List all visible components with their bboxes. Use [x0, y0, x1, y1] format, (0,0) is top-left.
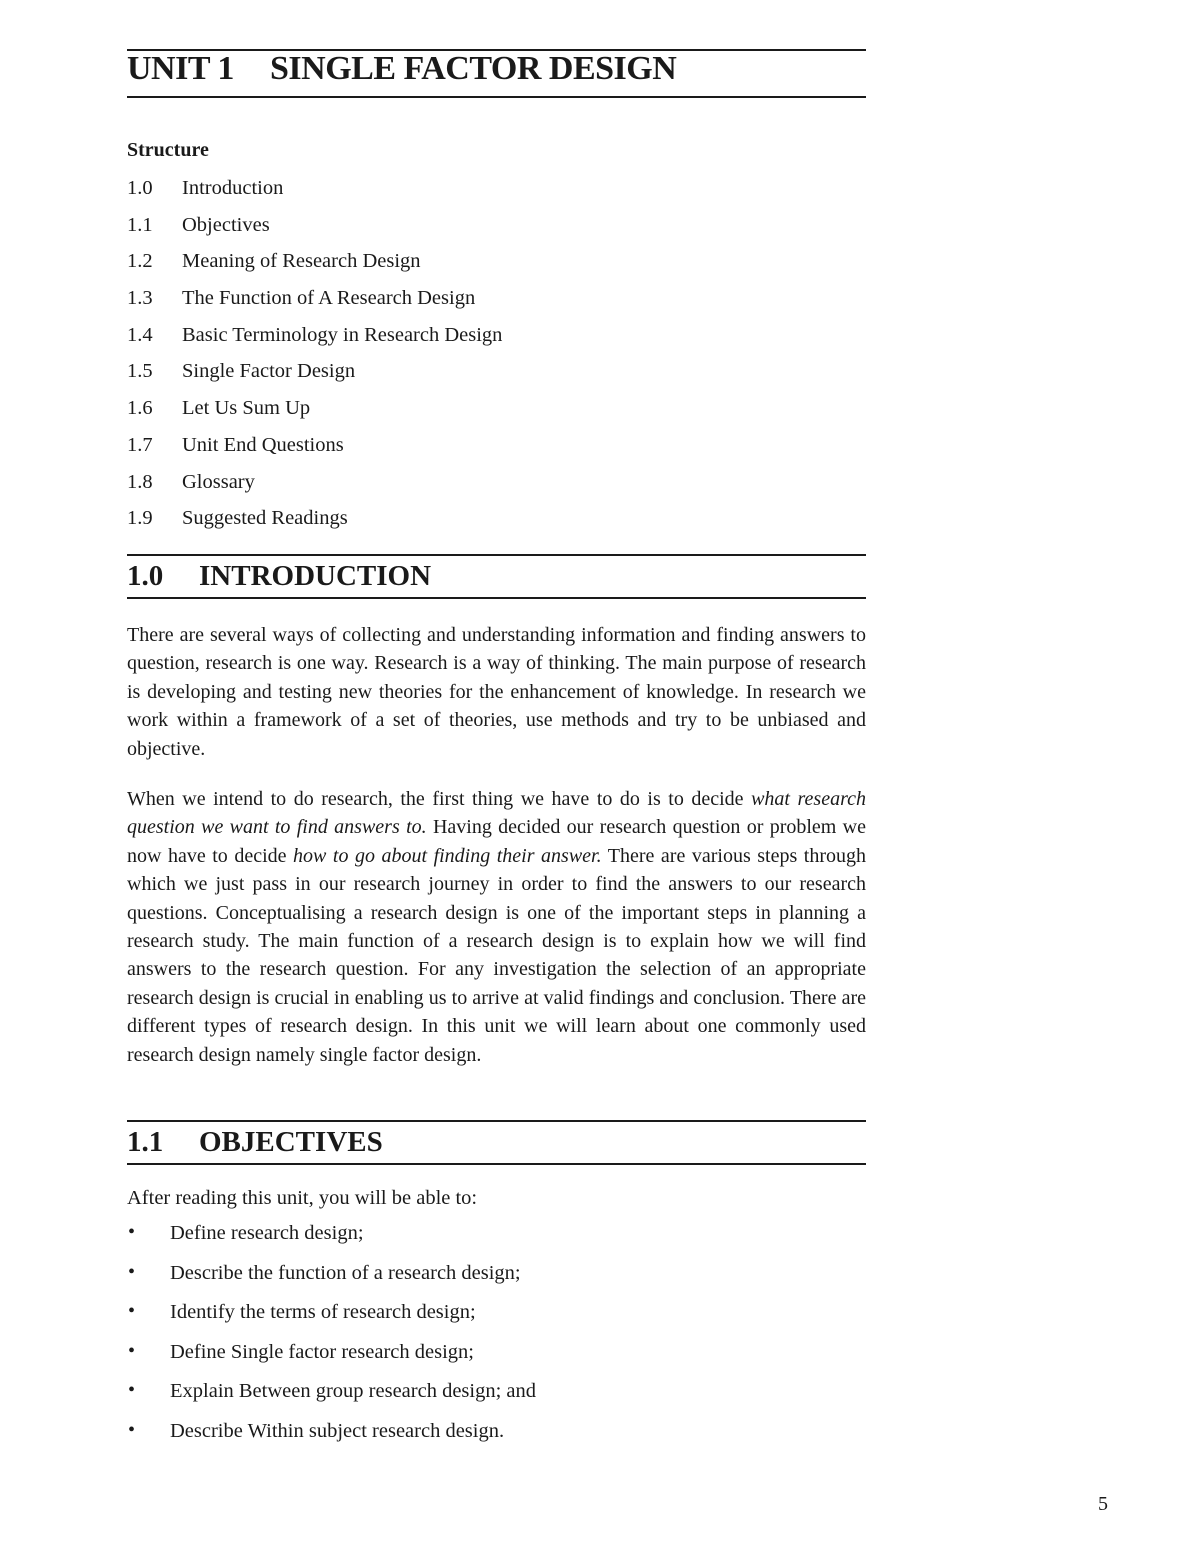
structure-item-number: 1.9 — [127, 507, 153, 530]
intro-heading-number: 1.0 — [127, 560, 164, 592]
intro-paragraph-2-text: There are various steps through which we just pass in our research journey in order to find the answers to our research questions. Conceptualising a research design is one of the important steps in planning a research study. The main function of a research design is to explain how we will find answers to the research question. For any investigation the selection of an appropriate research design is crucial in enabling us to arrive at valid findings and conclusion. There are different types of research design. In this unit we will learn about one commonly used research design namely single factor design. — [127, 844, 867, 1066]
objectives-bottom-rule — [127, 1163, 866, 1165]
structure-item-number: 1.5 — [127, 360, 153, 383]
structure-item — [127, 360, 866, 397]
structure-item-number: 1.3 — [127, 287, 153, 310]
objective-text: Explain Between group research design; and — [170, 1380, 537, 1402]
unit-number: UNIT 1 — [127, 50, 234, 87]
structure-item-label: The Function of A Research Design — [182, 287, 476, 310]
bullet-icon: • — [128, 1418, 136, 1441]
bullet-icon: • — [128, 1339, 136, 1362]
intro-paragraph-2-text: Having decided our research question or problem we now have to decide — [127, 816, 866, 867]
objective-item — [127, 1341, 866, 1381]
structure-list — [127, 177, 866, 544]
structure-item-label: Single Factor Design — [182, 360, 356, 383]
structure-item — [127, 177, 866, 214]
objective-text: Define Single factor research design; — [170, 1340, 474, 1363]
intro-paragraph-2-emphasis: how to go about finding their answer. — [293, 844, 602, 867]
structure-item-number: 1.0 — [127, 177, 153, 199]
intro-paragraph-2 — [127, 785, 866, 1069]
structure-item — [127, 214, 866, 251]
bullet-icon: • — [128, 1221, 136, 1243]
page-number: 5 — [1098, 1493, 1108, 1515]
structure-item-label: Suggested Readings — [182, 507, 348, 530]
structure-item — [127, 287, 866, 324]
structure-item-label: Glossary — [182, 470, 255, 493]
objectives-heading-number: 1.1 — [127, 1126, 164, 1158]
objective-item — [127, 1420, 866, 1460]
structure-item-label: Objectives — [182, 213, 270, 236]
bullet-icon: • — [128, 1260, 136, 1283]
objective-text: Describe the function of a research design; — [170, 1261, 521, 1284]
unit-title — [127, 50, 866, 88]
structure-item — [127, 434, 866, 471]
structure-item-number: 1.4 — [127, 323, 153, 346]
objective-text: Identify the terms of research design; — [170, 1301, 476, 1323]
unit-bottom-rule — [127, 96, 866, 98]
structure-item — [127, 324, 866, 361]
objectives-heading — [127, 1126, 866, 1159]
objectives-intro: After reading this unit, you will be able to: — [127, 1187, 478, 1209]
objective-item — [127, 1262, 866, 1302]
structure-item-number: 1.1 — [127, 213, 153, 236]
objectives-list — [127, 1222, 866, 1459]
unit-name: SINGLE FACTOR DESIGN — [270, 50, 677, 87]
structure-item-number: 1.8 — [127, 470, 153, 493]
structure-item-label: Let Us Sum Up — [182, 397, 311, 420]
structure-item — [127, 250, 866, 287]
intro-paragraph-2-emphasis: what research question we want to find answers to. — [127, 788, 866, 839]
structure-item — [127, 507, 866, 544]
structure-item-number: 1.6 — [127, 397, 153, 420]
objectives-heading-title: OBJECTIVES — [199, 1126, 383, 1158]
structure-item — [127, 471, 866, 508]
structure-item-number: 1.2 — [127, 250, 153, 273]
intro-paragraph-1: There are several ways of collecting and understanding information and finding answers to question, research is one way. Research is a way of thinking. The main purpose of research is developing and testing new theories for the enhancement of knowledge. In research we work within a framework of a set of theories, use methods and try to be unbiased and objective. — [127, 624, 866, 760]
structure-item — [127, 397, 866, 434]
structure-item-label: Meaning of Research Design — [182, 250, 421, 273]
intro-paragraph-2-text: When we intend to do research, the first thing we have to do is to decide — [127, 788, 752, 810]
objective-item — [127, 1301, 866, 1341]
structure-item-label: Introduction — [182, 177, 284, 199]
intro-bottom-rule — [127, 597, 866, 599]
bullet-icon: • — [128, 1379, 136, 1401]
intro-heading-title: INTRODUCTION — [199, 560, 432, 592]
intro-top-rule — [127, 554, 866, 556]
structure-item-label: Basic Terminology in Research Design — [182, 323, 503, 346]
objective-text: Describe Within subject research design. — [170, 1419, 505, 1442]
objectives-top-rule — [127, 1120, 866, 1122]
objective-item — [127, 1380, 866, 1420]
structure-item-label: Unit End Questions — [182, 433, 344, 456]
objective-item — [127, 1222, 866, 1262]
structure-item-number: 1.7 — [127, 433, 153, 456]
bullet-icon: • — [128, 1300, 136, 1322]
intro-heading — [127, 560, 866, 593]
structure-heading: Structure — [127, 139, 209, 161]
objective-text: Define research design; — [170, 1222, 364, 1244]
